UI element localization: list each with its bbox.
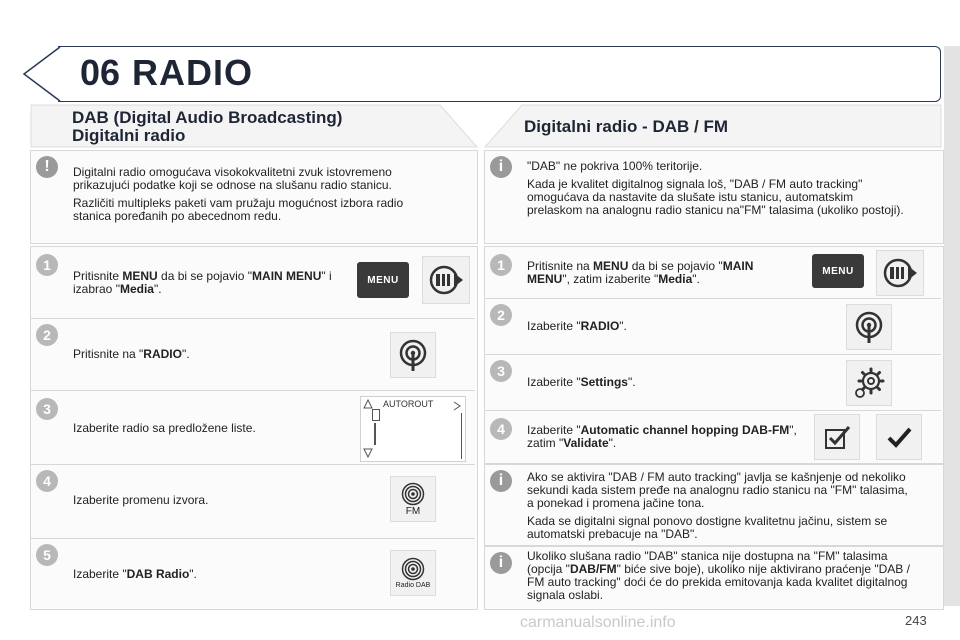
chapter-number: 06 [80, 52, 121, 93]
right-info-2-p1: Ako se aktivira "DAB / FM auto tracking" javlja se kašnjenje od nekoliko sekundi kada sistem pređe na analognu radio stanicu na "FM" talasima, a ponekad i promena jačine tona. [527, 470, 908, 510]
gear-icon [851, 365, 887, 401]
right-step-1-text: Pritisnite na MENU da bi se pojavio "MAIN MENU", zatim izaberite "Media". [527, 259, 754, 286]
list-right-edge [461, 413, 462, 459]
right-info-2-p2: Kada se digitalni signal ponovo dostigne kvalitetnu jačinu, sistem se automatski prebacuje na "DAB". [527, 514, 888, 541]
step-badge-3: 3 [490, 360, 512, 382]
media-play-pause-icon [880, 253, 920, 293]
scroll-up-icon[interactable] [363, 399, 373, 409]
radio-antenna-icon [395, 337, 431, 373]
auto-hopping-checkbox[interactable] [814, 414, 860, 460]
validate-button[interactable] [876, 414, 922, 460]
left-step-3-text: Izaberite radio sa predložene liste. [73, 421, 256, 435]
step-badge-1: 1 [490, 254, 512, 276]
right-info-1-p1: "DAB" ne pokriva 100% teritorije. [527, 159, 703, 173]
media-button[interactable] [422, 256, 470, 304]
scroll-down-icon[interactable] [363, 448, 373, 458]
chapter-title: RADIO [132, 52, 253, 93]
fm-source-button[interactable] [390, 476, 436, 522]
left-intro-p1: Digitalni radio omogućava visokokvalitetni zvuk istovremeno prikazujući podatke koji se odnose na slušanu radio stanicu. [73, 165, 392, 192]
station-list-item[interactable]: AUTOROUT [383, 399, 434, 409]
info-icon: i [490, 552, 512, 574]
radio-antenna-icon [851, 309, 887, 345]
scrollbar-track[interactable] [374, 423, 376, 445]
step-badge-2: 2 [490, 304, 512, 326]
media-button[interactable] [876, 250, 924, 296]
left-section-title [72, 109, 342, 145]
dab-signal-icon [400, 557, 426, 581]
info-icon: i [490, 470, 512, 492]
radio-button[interactable] [390, 332, 436, 378]
step-badge-3: 3 [36, 398, 58, 420]
menu-button[interactable]: MENU [812, 254, 864, 288]
step-badge-1: 1 [36, 254, 58, 276]
radio-dab-label: Radio DAB [395, 581, 431, 589]
left-step-2-text: Pritisnite na "RADIO". [73, 347, 190, 361]
watermark: carmanualsonline.info [520, 614, 676, 631]
step-badge-2: 2 [36, 324, 58, 346]
checkbox-checked-icon [822, 422, 852, 452]
right-info-1-text [527, 160, 907, 222]
step-badge-4: 4 [36, 470, 58, 492]
step-badge-4: 4 [490, 418, 512, 440]
left-intro-p2: Različiti multipleks paketi vam pružaju mogućnost izbora radio stanica poređanih po abecednom redu. [73, 196, 404, 223]
right-divider-3 [485, 410, 941, 411]
left-step-1-text: Pritisnite MENU da bi se pojavio "MAIN MENU" i izabrao "Media". [73, 269, 332, 296]
left-intro-text [73, 166, 433, 228]
right-info-2-text [527, 471, 917, 546]
left-step-4-text: Izaberite promenu izvora. [73, 493, 209, 507]
fm-label: FM [405, 505, 421, 517]
left-section-title-line1: DAB (Digital Audio Broadcasting) [72, 108, 343, 127]
station-list-screen[interactable] [360, 396, 466, 462]
list-position-indicator [372, 409, 380, 421]
right-step-3-text: Izaberite "Settings". [527, 375, 636, 389]
left-divider-1 [31, 318, 475, 319]
page-number: 243 [905, 613, 927, 628]
left-step-5-text: Izaberite "DAB Radio". [73, 567, 197, 581]
left-section-title-line2: Digitalni radio [72, 126, 186, 145]
alert-icon: ! [36, 156, 58, 178]
radio-dab-button[interactable] [390, 550, 436, 596]
menu-button[interactable]: MENU [357, 262, 409, 298]
chevron-right-icon[interactable] [453, 401, 461, 411]
left-divider-3 [31, 464, 475, 465]
media-play-pause-icon [426, 260, 466, 300]
info-icon: i [490, 156, 512, 178]
right-section-title: Digitalni radio - DAB / FM [524, 117, 728, 136]
step-badge-5: 5 [36, 544, 58, 566]
page-side-strip [944, 46, 960, 606]
right-divider-2 [485, 354, 941, 355]
right-step-2-text: Izaberite "RADIO". [527, 319, 627, 333]
right-step-4-text: Izaberite "Automatic channel hopping DAB-FM", zatim "Validate". [527, 423, 797, 450]
checkmark-icon [884, 422, 914, 452]
right-divider-1 [485, 298, 941, 299]
settings-button[interactable] [846, 360, 892, 406]
radio-button[interactable] [846, 304, 892, 350]
right-info-1-p2: Kada je kvalitet digitalnog signala loš, "DAB / FM auto tracking" omogućava da nastavite da slušate istu stanicu, automatskim prelaskom na analognu radio stanicu na"FM" talasima (ukoliko postoji). [527, 177, 904, 217]
fm-signal-icon [399, 482, 427, 506]
left-divider-2 [31, 390, 475, 391]
left-divider-4 [31, 538, 475, 539]
right-info-3-text: Ukoliko slušana radio "DAB" stanica nije dostupna na "FM" talasima (opcija "DAB/FM" biće sive boje), ukoliko nije aktivirano praćenje "DAB / FM auto tracking" doći će do prekida emitovanja kada kvalitet digitalnog signala oslabi. [527, 549, 910, 602]
